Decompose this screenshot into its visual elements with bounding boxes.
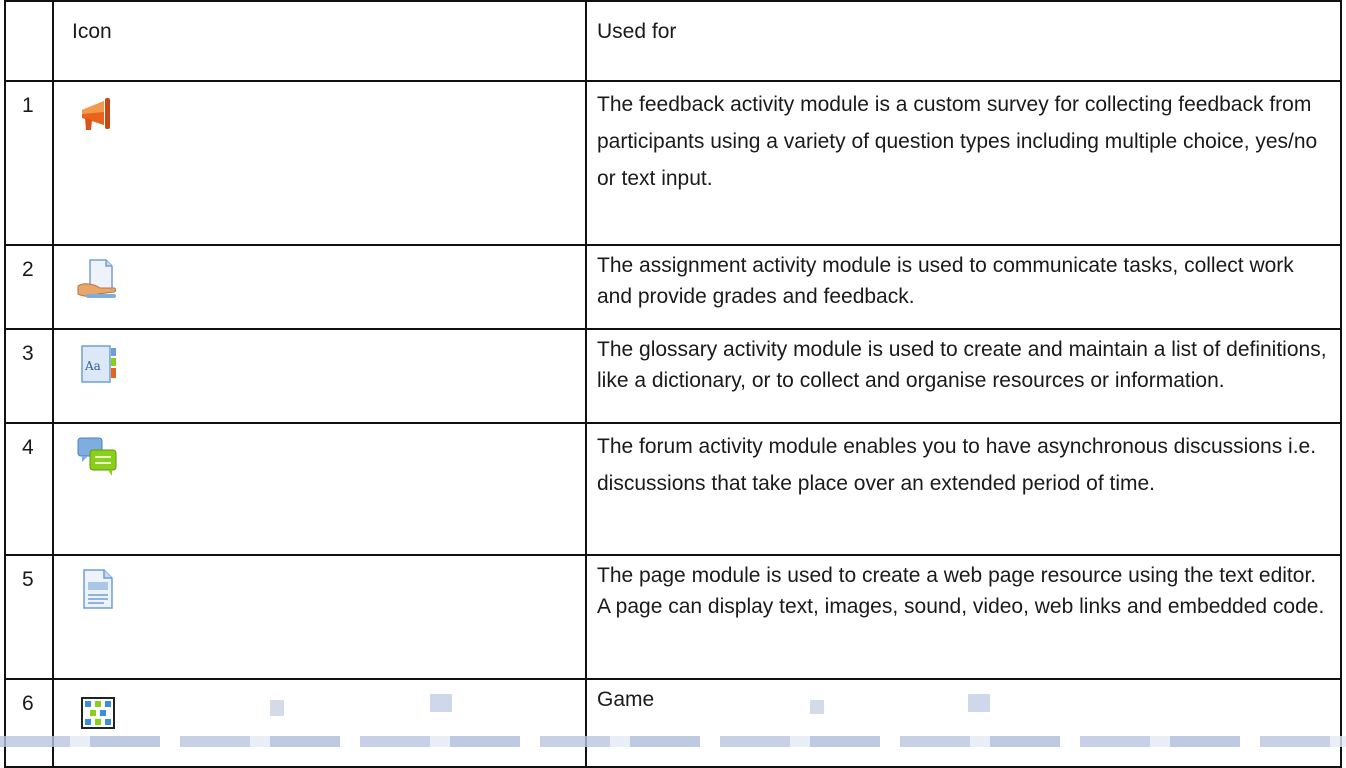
table-row [5,245,1341,329]
row-number: 2 [5,245,53,329]
decorative-square [968,694,990,712]
forum-speech-bubbles-icon [74,434,122,482]
header-icon-cell: Icon [53,1,586,81]
row-used-for: The glossary activity module is used to create and maintain a list of definitions, like a dictionary, or to collect and organise resources or information. [586,329,1341,423]
row-icon-cell [53,245,586,329]
decorative-square [270,700,284,716]
row-icon-cell [53,81,586,245]
row-used-for: The assignment activity module is used to communicate tasks, collect work and provide grades and feedback. [586,245,1341,329]
activity-modules-table [4,0,1342,768]
glossary-aa-book-icon [74,340,122,388]
game-grid-icon [74,690,122,738]
table-row [5,423,1341,555]
assignment-hand-document-icon [74,256,122,304]
row-number: 4 [5,423,53,555]
row-used-for: Game [586,679,1341,767]
row-number: 6 [5,679,53,767]
row-icon-cell [53,555,586,679]
row-used-for: The feedback activity module is a custom survey for collecting feedback from participants using a variety of question types including multiple choice, yes/no or text input. [586,81,1341,245]
table-row [5,555,1341,679]
row-icon-cell [53,423,586,555]
header-used-for-cell: Used for [586,1,1341,81]
row-number: 5 [5,555,53,679]
row-used-for: The forum activity module enables you to have asynchronous discussions i.e. discussions that take place over an extended period of time. [586,423,1341,555]
row-used-for: The page module is used to create a web page resource using the text editor. A page can display text, images, sound, video, web links and embedded code. [586,555,1341,679]
header-number-cell [5,1,53,81]
decorative-band [0,736,1346,747]
table-row [5,81,1341,245]
row-icon-cell [53,679,586,767]
row-number: 1 [5,81,53,245]
decorative-square [430,694,452,712]
decorative-square [810,700,824,714]
table-row [5,679,1341,767]
table-header-row [5,1,1341,81]
table-row [5,329,1341,423]
page-document-icon [74,566,122,614]
row-number: 3 [5,329,53,423]
svg-text:Aa: Aa [85,359,101,373]
megaphone-icon [74,92,122,140]
row-icon-cell [53,329,586,423]
